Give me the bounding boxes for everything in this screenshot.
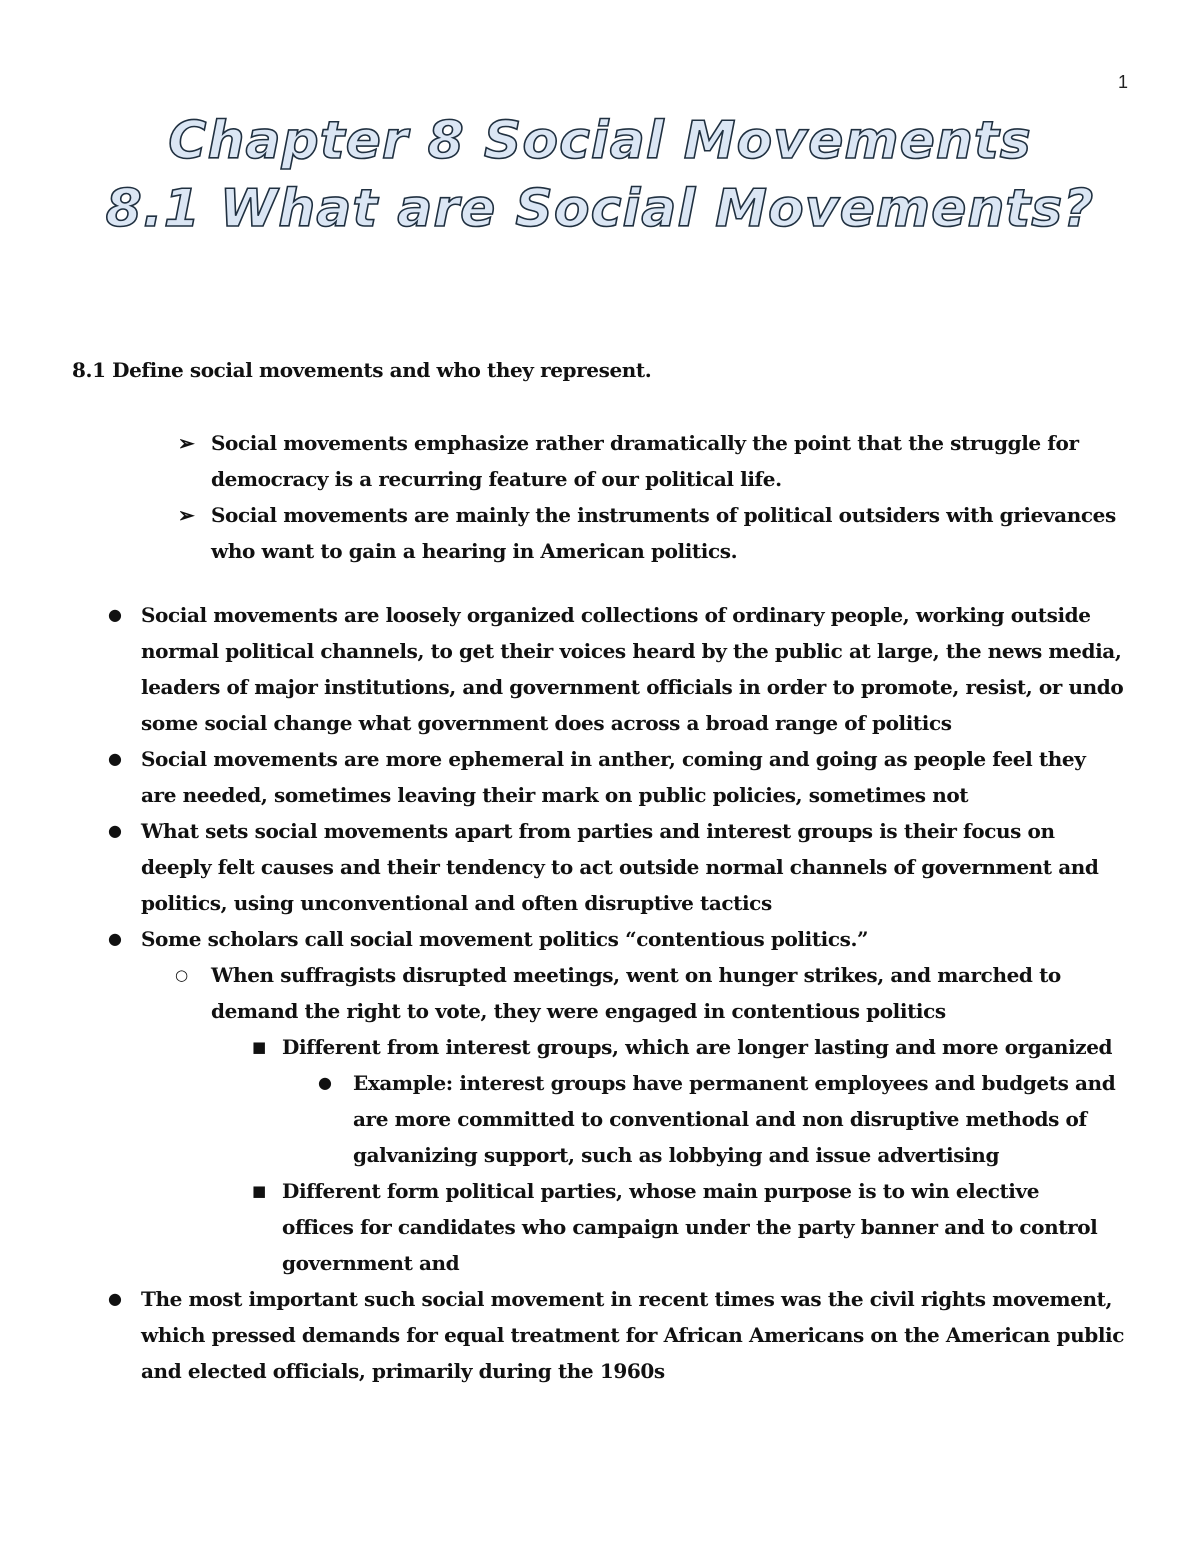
square-bullet-icon: ■ bbox=[252, 1038, 266, 1056]
arrow-bullet-icon: ➢ bbox=[178, 503, 195, 527]
bullet-item bbox=[0, 1281, 1126, 1389]
arrow-point bbox=[0, 497, 1116, 569]
sub-sub-bullet-item bbox=[0, 1029, 1116, 1065]
page-number: 1 bbox=[1117, 72, 1128, 92]
bullet-text: The most important such social movement in recent times was the civil rights movement, which pressed demands for equal treatment for African Americans on the American public and elected officials, primarily during the 1960s bbox=[141, 1287, 1124, 1383]
sub-bullet-text: When suffragists disrupted meetings, went on hunger strikes, and marched to demand the right to vote, they were engaged in contentious politics bbox=[211, 963, 1061, 1023]
learning-objective: 8.1 Define social movements and who they represent. bbox=[72, 358, 652, 382]
bullet-item bbox=[0, 597, 1126, 741]
bullet-text: Social movements are more ephemeral in anther, coming and going as people feel they are needed, sometimes leaving their mark on public policies, sometimes not bbox=[141, 747, 1086, 807]
example-bullet-text: Example: interest groups have permanent employees and budgets and are more committed to conventional and non disruptive methods of galvanizing support, such as lobbying and issue advertising bbox=[353, 1071, 1116, 1167]
disc-bullet-icon: ● bbox=[108, 929, 122, 948]
bullet-text: Some scholars call social movement politics “contentious politics.” bbox=[141, 927, 869, 951]
sub-bullet-item bbox=[0, 957, 1116, 1029]
notes-list bbox=[0, 425, 1200, 1389]
bullet-text: Social movements are loosely organized collections of ordinary people, working outside normal political channels, to get their voices heard by the public at large, the news media, leaders of major institutions, and government officials in order to promote, resist, or undo some social change what government does across a broad range of politics bbox=[141, 603, 1124, 735]
bullet-item bbox=[0, 921, 1126, 957]
disc-bullet-icon: ● bbox=[108, 821, 122, 840]
section-title: 8.1 What are Social Movements? bbox=[105, 178, 1095, 239]
bullet-item bbox=[0, 813, 1126, 921]
arrow-point bbox=[0, 425, 1116, 497]
example-bullet-item bbox=[0, 1065, 1116, 1173]
sub-sub-bullet-text: Different form political parties, whose main purpose is to win elective offices for candidates who campaign under the party banner and to control government and bbox=[282, 1179, 1098, 1275]
bullet-text: What sets social movements apart from parties and interest groups is their focus on deeply felt causes and their tendency to act outside normal channels of government and politics, using unconventional and often disruptive tactics bbox=[141, 819, 1099, 915]
bullet-item bbox=[0, 741, 1126, 813]
disc-bullet-icon: ● bbox=[108, 605, 122, 624]
arrow-bullet-icon: ➢ bbox=[178, 431, 195, 455]
square-bullet-icon: ■ bbox=[252, 1182, 266, 1200]
sub-sub-bullet-text: Different from interest groups, which are longer lasting and more organized bbox=[282, 1035, 1113, 1059]
disc-bullet-icon: ● bbox=[108, 1289, 122, 1308]
sub-sub-bullet-item bbox=[0, 1173, 1116, 1281]
disc-bullet-icon: ● bbox=[108, 749, 122, 768]
chapter-title: Chapter 8 Social Movements bbox=[168, 111, 1032, 171]
arrow-point-text: Social movements emphasize rather dramatically the point that the struggle for democracy is a recurring feature of our political life. bbox=[211, 431, 1079, 491]
circle-bullet-icon: ○ bbox=[175, 966, 188, 984]
spacer bbox=[0, 569, 1200, 597]
title-block bbox=[0, 108, 1200, 243]
arrow-point-text: Social movements are mainly the instruments of political outsiders with grievances who want to gain a hearing in American politics. bbox=[211, 503, 1116, 563]
disc-bullet-icon: ● bbox=[318, 1073, 332, 1092]
